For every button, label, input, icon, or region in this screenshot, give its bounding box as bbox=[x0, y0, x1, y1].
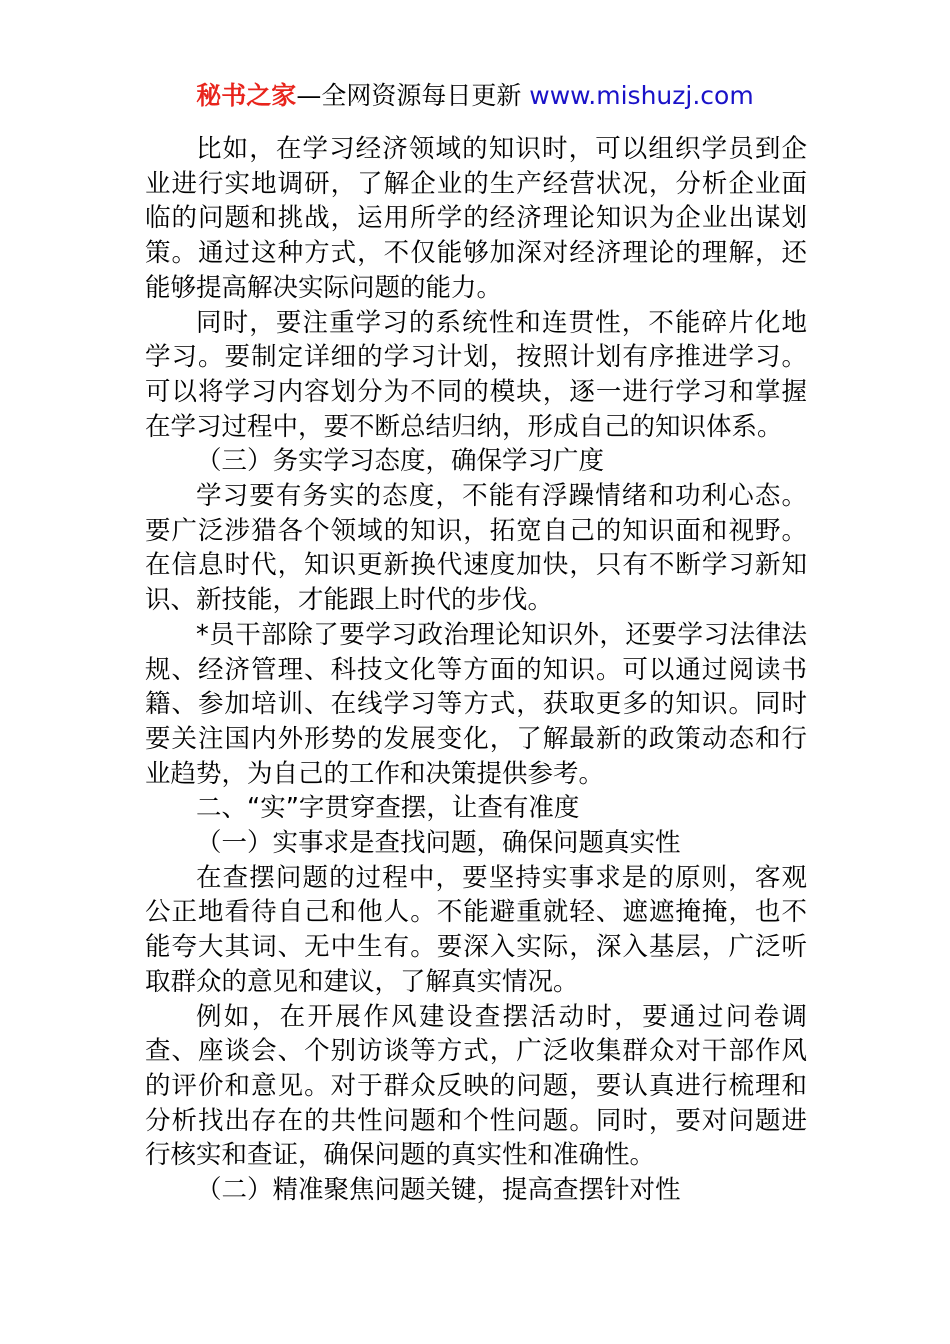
paragraph: 在查摆问题的过程中，要坚持实事求是的原则，客观公正地看待自己和他人。不能避重就轻、遮遮掩掩，也不能夸大其词、无中生有。要深入实际，深入基层，广泛听取群众的意见和建议，了解真实情况。 bbox=[145, 862, 807, 997]
document-body bbox=[145, 132, 807, 1208]
paragraph: *员干部除了要学习政治理论知识外，还要学习法律法规、经济管理、科技文化等方面的知识。可以通过阅读书籍、参加培训、在线学习等方式，获取更多的知识。同时要关注国内外形势的发展变化，了解最新的政策动态和行业趋势，为自己的工作和决策提供参考。 bbox=[145, 619, 807, 789]
paragraph: 学习要有务实的态度，不能有浮躁情绪和功利心态。要广泛涉猎各个领域的知识，拓宽自己的知识面和视野。在信息时代，知识更新换代速度加快，只有不断学习新知识、新技能，才能跟上时代的步伐。 bbox=[145, 481, 807, 616]
paragraph: 同时，要注重学习的系统性和连贯性，不能碎片化地学习。要制定详细的学习计划，按照计划有序推进学习。可以将学习内容划分为不同的模块，逐一进行学习和掌握在学习过程中，要不断总结归纳，形成自己的知识体系。 bbox=[145, 307, 807, 442]
header-tagline: —全网资源每日更新 bbox=[296, 81, 530, 110]
header-url-link[interactable]: www.mishuzj.com bbox=[529, 81, 754, 110]
page-header bbox=[0, 78, 950, 114]
paragraph: 例如，在开展作风建设查摆活动时，要通过问卷调查、座谈会、个别访谈等方式，广泛收集群众对干部作风的评价和意见。对于群众反映的问题，要认真进行梳理和分析找出存在的共性问题和个性问题。同时，要对问题进行核实和查证，确保问题的真实性和准确性。 bbox=[145, 1001, 807, 1171]
section-heading: （二）精准聚焦问题关键，提高查摆针对性 bbox=[196, 1175, 681, 1206]
section-heading: 二、“实”字贯穿查摆，让查有准度 bbox=[196, 793, 580, 824]
paragraph: 比如，在学习经济领域的知识时，可以组织学员到企业进行实地调研，了解企业的生产经营状况，分析企业面临的问题和挑战，运用所学的经济理论知识为企业出谋划策。通过这种方式，不仅能够加深对经济理论的理解，还能够提高解决实际问题的能力。 bbox=[145, 134, 807, 303]
section-heading: （三）务实学习态度，确保学习广度 bbox=[196, 446, 605, 477]
header-brand: 秘书之家 bbox=[196, 81, 297, 110]
section-heading: （一）实事求是查找问题，确保问题真实性 bbox=[196, 828, 681, 859]
